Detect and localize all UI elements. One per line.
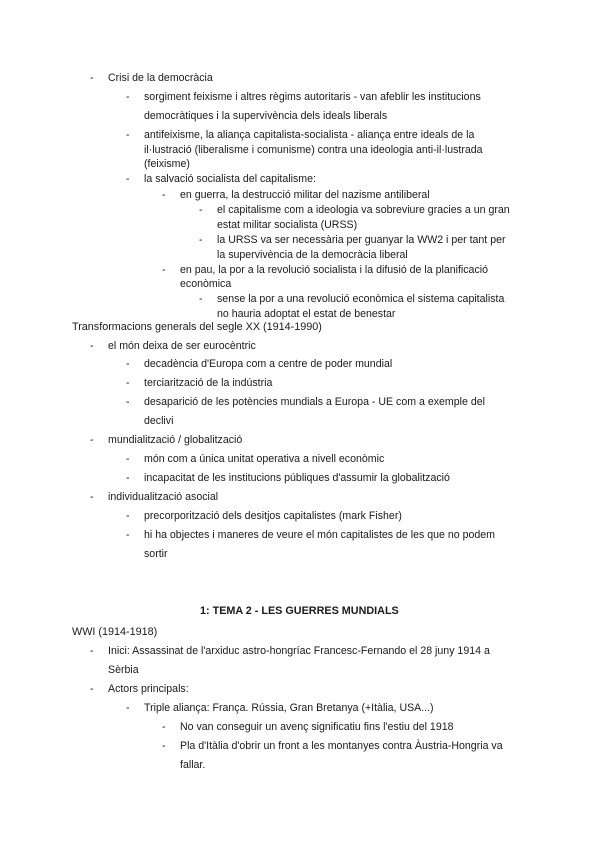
bullet-dash: - <box>199 234 203 246</box>
heading-transformacions: Transformacions generals del segle XX (1914-1990) <box>72 321 322 333</box>
bullet-objectes-maneres: hi ha objectes i maneres de veure el món capitalistes de les que no podem <box>144 529 495 541</box>
bullet-dash: - <box>162 189 166 201</box>
bullet-mon-unitat-operativa: món com a única unitat operativa a nivell econòmic <box>144 453 385 465</box>
bullet-dash: - <box>162 721 166 733</box>
bullet-dash: - <box>90 72 94 84</box>
bullet-en-pau: en pau, la por a la revolució socialista i la difusió de la planificació <box>180 264 488 276</box>
bullet-actors-principals: Actors principals: <box>108 683 189 695</box>
bullet-dash: - <box>126 472 130 484</box>
bullet-individualitzacio: individualització asocial <box>108 491 219 503</box>
bullet-dash: - <box>90 491 94 503</box>
bullet-capitalisme-ideologia: el capitalisme com a ideologia va sobreviure gracies a un gran <box>217 204 510 216</box>
bullet-antifeixisme-cont1: il·lustració (liberalisme i comunisme) contra una ideologia anti-il·lustrada <box>144 144 483 156</box>
bullet-triple-alianca: Triple aliança: França. Rússia, Gran Bretanya (+Itàlia, USA...) <box>144 702 434 714</box>
bullet-incapacitat-institucions: incapacitat de les institucions públiques d'assumir la globalització <box>144 472 450 484</box>
bullet-pla-italia: Pla d'Itàlia d'obrir un front a les montanyes contra Àustria-Hongria va <box>180 740 503 752</box>
bullet-sense-la-por: sense la por a una revolució econòmica el sistema capitalista <box>217 293 505 305</box>
bullet-dash: - <box>126 702 130 714</box>
bullet-dash: - <box>126 173 130 185</box>
bullet-no-eurocentric: el món deixa de ser eurocèntric <box>108 340 256 352</box>
bullet-dash: - <box>90 434 94 446</box>
bullet-desaparicio-potencies-cont: declivi <box>144 415 174 427</box>
bullet-dash: - <box>126 377 130 389</box>
bullet-salvacio-socialista: la salvació socialista del capitalisme: <box>144 173 316 185</box>
bullet-terciaritzacio: terciarització de la indústria <box>144 377 273 389</box>
bullet-sorgiment-feixisme: sorgiment feixisme i altres règims autoritaris - van afeblir les institucions <box>144 91 481 103</box>
bullet-dash: - <box>126 358 130 370</box>
bullet-crisi-democracia: Crisi de la democràcia <box>108 72 213 84</box>
bullet-no-avenc: No van conseguir un avenç significatiu fins l'estiu del 1918 <box>180 721 454 733</box>
bullet-dash: - <box>90 645 94 657</box>
bullet-antifeixisme: antifeixisme, la aliança capitalista-socialista - aliança entre ideals de la <box>144 129 475 141</box>
bullet-dash: - <box>199 204 203 216</box>
bullet-en-pau-cont: econòmica <box>180 278 232 290</box>
bullet-desaparicio-potencies: desaparició de les potències mundials a Europa - UE com a exemple del <box>144 396 485 408</box>
bullet-mundialitzacio: mundialització / globalització <box>108 434 243 446</box>
bullet-dash: - <box>162 740 166 752</box>
bullet-precorporitzacio: precorporització dels desitjos capitalistes (mark Fisher) <box>144 510 402 522</box>
bullet-capitalisme-ideologia-cont: estat militar socialista (URSS) <box>217 219 358 231</box>
section-title-tema-2: 1: TEMA 2 - LES GUERRES MUNDIALS <box>200 605 399 617</box>
heading-wwi: WWI (1914-1918) <box>72 626 158 638</box>
bullet-pla-italia-cont: fallar. <box>180 759 206 771</box>
bullet-antifeixisme-cont2: (feixisme) <box>144 158 190 170</box>
bullet-inici: Inici: Assassinat de l'arxiduc astro-hongríac Francesc-Fernando el 28 juny 1914 a <box>108 645 490 657</box>
bullet-dash: - <box>126 396 130 408</box>
bullet-dash: - <box>90 683 94 695</box>
bullet-en-guerra: en guerra, la destrucció militar del nazisme antiliberal <box>180 189 430 201</box>
bullet-dash: - <box>162 264 166 276</box>
bullet-dash: - <box>126 129 130 141</box>
bullet-sense-la-por-cont: no hauria adoptat el estat de benestar <box>217 308 396 320</box>
bullet-decadencia-europa: decadència d'Europa com a centre de poder mundial <box>144 358 393 370</box>
bullet-dash: - <box>126 453 130 465</box>
bullet-sorgiment-feixisme-cont: democràtiques i la supervivència dels ideals liberals <box>144 110 388 122</box>
bullet-dash: - <box>126 510 130 522</box>
bullet-dash: - <box>126 91 130 103</box>
bullet-inici-cont: Sèrbia <box>108 664 139 676</box>
bullet-dash: - <box>126 529 130 541</box>
bullet-urss-necessaria: la URSS va ser necessària per guanyar la WW2 i per tant per <box>217 234 506 246</box>
bullet-dash: - <box>90 340 94 352</box>
bullet-urss-necessaria-cont: la supervivència de la democràcia liberal <box>217 249 408 261</box>
bullet-objectes-maneres-cont: sortir <box>144 548 168 560</box>
bullet-dash: - <box>199 293 203 305</box>
